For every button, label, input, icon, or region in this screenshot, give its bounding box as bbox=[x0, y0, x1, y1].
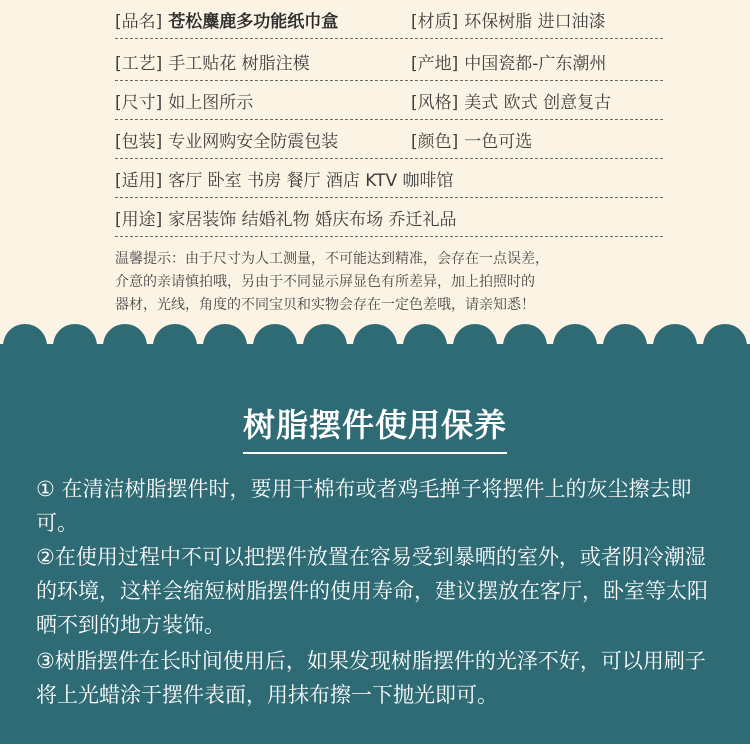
spec-value: 美式 欧式 创意复古 bbox=[464, 93, 612, 113]
spec-right bbox=[411, 7, 606, 32]
spec-value: 客厅 卧室 书房 餐厅 酒店 KTV 咖啡馆 bbox=[168, 171, 454, 191]
spec-left bbox=[115, 7, 338, 32]
spec-right bbox=[411, 88, 611, 113]
spec-row bbox=[115, 198, 663, 237]
spec-left bbox=[115, 127, 338, 152]
spec-row bbox=[115, 42, 663, 81]
spec-key: [包装] bbox=[115, 132, 163, 152]
notice-text bbox=[115, 248, 675, 317]
care-item: ① 在清洁树脂摆件时，要用干棉布或者鸡毛掸子将摆件上的灰尘擦去即可。 bbox=[36, 477, 692, 535]
spec-value: 手工贴花 树脂注模 bbox=[168, 54, 310, 74]
spec-value: 苍松麋鹿多功能纸巾盒 bbox=[168, 12, 339, 32]
spec-value: 一色可选 bbox=[464, 132, 533, 152]
spec-value: 中国瓷都-广东潮州 bbox=[464, 54, 607, 74]
spec-right bbox=[411, 49, 606, 74]
spec-value: 环保树脂 进口油漆 bbox=[464, 12, 606, 32]
notice-line: 介意的亲请慎拍哦，另由于不同显示屏显色有所差异，加上拍照时的 bbox=[115, 274, 535, 290]
care-item: ③树脂摆件在长时间使用后，如果发现树脂摆件的光泽不好，可以用刷子将上光蜡涂于摆件表面，用抹布擦一下抛光即可。 bbox=[36, 649, 706, 707]
spec-value: 如上图所示 bbox=[168, 93, 254, 113]
spec-right bbox=[411, 127, 532, 152]
spec-section bbox=[0, 0, 750, 330]
spec-left bbox=[115, 88, 253, 113]
spec-key: [适用] bbox=[115, 171, 163, 191]
spec-row bbox=[115, 0, 663, 39]
spec-key: [工艺] bbox=[115, 54, 163, 74]
spec-key: [产地] bbox=[411, 54, 459, 74]
spec-key: [材质] bbox=[411, 12, 459, 32]
spec-key: [用途] bbox=[115, 210, 163, 230]
spec-row bbox=[115, 159, 663, 198]
spec-key: [尺寸] bbox=[115, 93, 163, 113]
care-title: 树脂摆件使用保养 bbox=[243, 400, 507, 454]
spec-left bbox=[115, 205, 456, 230]
spec-left bbox=[115, 49, 310, 74]
spec-key: [风格] bbox=[411, 93, 459, 113]
notice-line: 温馨提示：由于尺寸为人工测量，不可能达到精准，会存在一点误差， bbox=[115, 251, 549, 267]
spec-value: 专业网购安全防震包装 bbox=[168, 132, 339, 152]
spec-row bbox=[115, 81, 663, 120]
care-item: ②在使用过程中不可以把摆件放置在容易受到暴晒的室外，或者阴冷潮湿的环境，这样会缩短树脂摆件的使用寿命，建议摆放在客厅，卧室等太阳晒不到的地方装饰。 bbox=[36, 545, 708, 637]
spec-left bbox=[115, 166, 454, 191]
spec-key: [品名] bbox=[115, 12, 163, 32]
spec-row bbox=[115, 120, 663, 159]
care-title-wrap bbox=[0, 400, 750, 454]
spec-value: 家居装饰 结婚礼物 婚庆布场 乔迁礼品 bbox=[168, 210, 457, 230]
spec-key: [颜色] bbox=[411, 132, 459, 152]
notice-line: 器材，光线，角度的不同宝贝和实物会存在一定色差哦，请亲知悉！ bbox=[115, 297, 535, 313]
